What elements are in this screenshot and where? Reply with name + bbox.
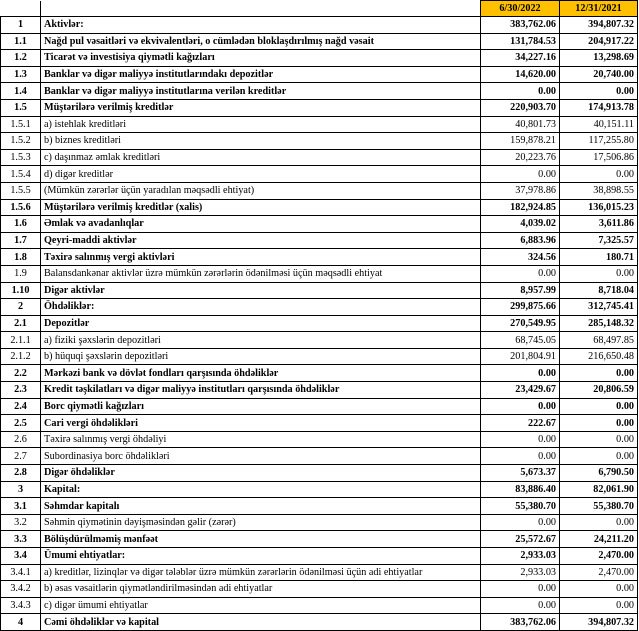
row-value-2022: 131,784.53 (481, 33, 560, 50)
table-row (1, 99, 638, 116)
row-value-2021: 3,611.86 (560, 216, 638, 233)
row-label: Cəmi öhdəliklər və kapital (41, 614, 481, 631)
row-value-2022: 0.00 (481, 166, 560, 183)
row-value-2021: 0.00 (560, 448, 638, 465)
row-value-2021: 0.00 (560, 431, 638, 448)
table-row (1, 50, 638, 67)
row-label: Cari vergi öhdəlikləri (41, 415, 481, 432)
row-label: Aktivlər: (41, 17, 481, 34)
row-code: 2.8 (1, 465, 41, 482)
row-value-2022: 34,227.16 (481, 50, 560, 67)
table-row (1, 348, 638, 365)
row-label: Müştərilərə verilmiş kreditlər (xalis) (41, 199, 481, 216)
row-label: Təxirə salınmış vergi öhdəliyi (41, 431, 481, 448)
table-row (1, 415, 638, 432)
row-label: d) digər kreditlər (41, 166, 481, 183)
row-label: a) kreditlər, lizinqlər və digər tələblər üzrə mümkün zərərlərin ödənilməsi üçün adi ehtiyatlar (41, 564, 481, 581)
row-value-2021: 20,806.59 (560, 382, 638, 399)
row-label: Səhmdar kapitalı (41, 498, 481, 515)
row-value-2021: 0.00 (560, 365, 638, 382)
row-label: a) istehlak kreditləri (41, 116, 481, 133)
row-value-2022: 25,572.67 (481, 531, 560, 548)
row-code: 1.10 (1, 282, 41, 299)
row-label: Səhmin qiymətinin dəyişməsindən gəlir (zərər) (41, 514, 481, 531)
row-value-2022: 5,673.37 (481, 465, 560, 482)
row-code: 1.5.3 (1, 149, 41, 166)
row-code: 3.3 (1, 531, 41, 548)
row-value-2021: 174,913.78 (560, 99, 638, 116)
row-code: 2.2 (1, 365, 41, 382)
row-value-2022: 383,762.06 (481, 614, 560, 631)
row-label: c) daşınmaz əmlak kreditləri (41, 149, 481, 166)
row-value-2021: 0.00 (560, 514, 638, 531)
row-value-2021: 394,807.32 (560, 17, 638, 34)
table-row (1, 514, 638, 531)
row-label: Banklar və digər maliyyə institutlarındakı depozitlər (41, 66, 481, 83)
row-label: Bölüşdürülməmiş mənfəət (41, 531, 481, 548)
row-label: (Mümkün zərərlər üçün yaradılan məqsədli ehtiyat) (41, 182, 481, 199)
row-value-2022: 383,762.06 (481, 17, 560, 34)
row-value-2022: 0.00 (481, 514, 560, 531)
row-value-2022: 0.00 (481, 431, 560, 448)
row-value-2021: 13,298.69 (560, 50, 638, 67)
row-label: Qeyri-maddi aktivlər (41, 232, 481, 249)
row-value-2022: 20,223.76 (481, 149, 560, 166)
row-value-2022: 2,933.03 (481, 564, 560, 581)
row-code: 2.1.1 (1, 332, 41, 349)
row-label: b) biznes kreditləri (41, 133, 481, 150)
row-value-2021: 0.00 (560, 398, 638, 415)
row-value-2022: 324.56 (481, 249, 560, 266)
row-value-2021: 2,470.00 (560, 548, 638, 565)
row-label: Təxirə salınmış vergi aktivləri (41, 249, 481, 266)
row-value-2021: 8,718.04 (560, 282, 638, 299)
row-value-2021: 216,650.48 (560, 348, 638, 365)
row-value-2021: 20,740.00 (560, 66, 638, 83)
row-code: 3.4 (1, 548, 41, 565)
row-value-2022: 182,924.85 (481, 199, 560, 216)
table-row (1, 332, 638, 349)
row-label: Ticarət və investisiya qiymətli kağızları (41, 50, 481, 67)
row-code: 3.4.1 (1, 564, 41, 581)
row-value-2021: 117,255.80 (560, 133, 638, 150)
row-code: 1.5.6 (1, 199, 41, 216)
row-value-2021: 0.00 (560, 265, 638, 282)
header-blank-code (1, 1, 41, 17)
row-code: 1.6 (1, 216, 41, 233)
row-code: 2.6 (1, 431, 41, 448)
row-code: 1.2 (1, 50, 41, 67)
table-row (1, 382, 638, 399)
row-label: Əmlak və avadanlıqlar (41, 216, 481, 233)
row-value-2022: 14,620.00 (481, 66, 560, 83)
table-row (1, 83, 638, 100)
row-value-2021: 0.00 (560, 415, 638, 432)
row-code: 1.4 (1, 83, 41, 100)
row-label: Mərkəzi bank və dövlət fondları qarşısında öhdəliklər (41, 365, 481, 382)
row-label: Digər aktivlər (41, 282, 481, 299)
row-label: Subordinasiya borc öhdəlikləri (41, 448, 481, 465)
table-row (1, 133, 638, 150)
header-row (1, 1, 638, 17)
row-label: Depozitlər (41, 315, 481, 332)
table-row (1, 548, 638, 565)
table-row (1, 265, 638, 282)
row-label: b) hüquqi şəxslərin depozitləri (41, 348, 481, 365)
row-value-2022: 220,903.70 (481, 99, 560, 116)
row-code: 1.5.2 (1, 133, 41, 150)
row-label: Kredit təşkilatları və digər maliyyə institutları qarşısında öhdəliklər (41, 382, 481, 399)
row-value-2022: 68,745.05 (481, 332, 560, 349)
table-row (1, 564, 638, 581)
header-blank-label (41, 1, 481, 17)
row-value-2022: 6,883.96 (481, 232, 560, 249)
table-row (1, 365, 638, 382)
row-label: c) digər ümumi ehtiyatlar (41, 597, 481, 614)
row-value-2021: 38,898.55 (560, 182, 638, 199)
row-code: 3 (1, 481, 41, 498)
row-label: b) əsas vəsaitlərin qiymətləndirilməsindən adi ehtiyatlar (41, 581, 481, 598)
row-label: Digər öhdəliklər (41, 465, 481, 482)
table-row (1, 199, 638, 216)
row-code: 3.1 (1, 498, 41, 515)
table-row (1, 299, 638, 316)
row-value-2021: 7,325.57 (560, 232, 638, 249)
row-code: 1.9 (1, 265, 41, 282)
table-row (1, 398, 638, 415)
row-value-2022: 0.00 (481, 448, 560, 465)
row-value-2022: 0.00 (481, 581, 560, 598)
row-value-2022: 83,886.40 (481, 481, 560, 498)
table-row (1, 614, 638, 631)
row-value-2021: 285,148.32 (560, 315, 638, 332)
row-code: 2.4 (1, 398, 41, 415)
row-value-2022: 4,039.02 (481, 216, 560, 233)
row-value-2022: 201,804.91 (481, 348, 560, 365)
table-row (1, 33, 638, 50)
row-value-2022: 23,429.67 (481, 382, 560, 399)
row-code: 3.4.3 (1, 597, 41, 614)
table-row (1, 66, 638, 83)
row-value-2021: 0.00 (560, 83, 638, 100)
row-code: 3.4.2 (1, 581, 41, 598)
row-value-2021: 0.00 (560, 581, 638, 598)
row-code: 1.5 (1, 99, 41, 116)
table-row (1, 17, 638, 34)
row-value-2021: 6,790.50 (560, 465, 638, 482)
row-value-2022: 37,978.86 (481, 182, 560, 199)
row-code: 1.5.4 (1, 166, 41, 183)
table-row (1, 282, 638, 299)
row-value-2022: 0.00 (481, 398, 560, 415)
row-code: 2.5 (1, 415, 41, 432)
row-code: 1.5.1 (1, 116, 41, 133)
header-date-2022: 6/30/2022 (481, 1, 560, 17)
row-label: Müştərilərə verilmiş kreditlər (41, 99, 481, 116)
row-value-2022: 299,875.66 (481, 299, 560, 316)
row-code: 2.1.2 (1, 348, 41, 365)
row-value-2022: 222.67 (481, 415, 560, 432)
table-row (1, 465, 638, 482)
table-row (1, 232, 638, 249)
row-value-2022: 0.00 (481, 83, 560, 100)
table-row (1, 481, 638, 498)
row-value-2021: 394,807.32 (560, 614, 638, 631)
row-code: 3.2 (1, 514, 41, 531)
row-label: Nağd pul vəsaitləri və ekvivalentləri, o cümlədən bloklaşdırılmış nağd vəsait (41, 33, 481, 50)
table-row (1, 431, 638, 448)
table-row (1, 498, 638, 515)
row-label: Kapital: (41, 481, 481, 498)
row-code: 1 (1, 17, 41, 34)
row-value-2021: 82,061.90 (560, 481, 638, 498)
table-row (1, 166, 638, 183)
row-value-2021: 0.00 (560, 597, 638, 614)
row-label: Balansdankənar aktivlər üzrə mümkün zərərlərin ödənilməsi üçün məqsədli ehtiyat (41, 265, 481, 282)
row-label: Öhdəliklər: (41, 299, 481, 316)
table-row (1, 149, 638, 166)
row-code: 2.1 (1, 315, 41, 332)
row-code: 1.5.5 (1, 182, 41, 199)
row-value-2021: 136,015.23 (560, 199, 638, 216)
row-value-2022: 0.00 (481, 365, 560, 382)
row-value-2022: 2,933.03 (481, 548, 560, 565)
table-row (1, 531, 638, 548)
row-value-2021: 68,497.85 (560, 332, 638, 349)
row-code: 1.7 (1, 232, 41, 249)
table-row (1, 182, 638, 199)
row-value-2021: 180.71 (560, 249, 638, 266)
header-date-2021: 12/31/2021 (560, 1, 638, 17)
row-label: Borc qiymətli kağızları (41, 398, 481, 415)
row-value-2022: 159,878.21 (481, 133, 560, 150)
table-row (1, 116, 638, 133)
row-value-2022: 0.00 (481, 265, 560, 282)
row-value-2022: 0.00 (481, 597, 560, 614)
row-code: 2.3 (1, 382, 41, 399)
row-code: 2.7 (1, 448, 41, 465)
table-row (1, 216, 638, 233)
table-row (1, 448, 638, 465)
row-code: 2 (1, 299, 41, 316)
row-label: a) fiziki şəxslərin depozitləri (41, 332, 481, 349)
row-value-2021: 17,506.86 (560, 149, 638, 166)
row-value-2021: 0.00 (560, 166, 638, 183)
row-value-2022: 8,957.99 (481, 282, 560, 299)
row-value-2022: 270,549.95 (481, 315, 560, 332)
row-value-2022: 55,380.70 (481, 498, 560, 515)
row-code: 1.1 (1, 33, 41, 50)
row-value-2021: 2,470.00 (560, 564, 638, 581)
row-value-2021: 55,380.70 (560, 498, 638, 515)
row-value-2021: 24,211.20 (560, 531, 638, 548)
row-label: Banklar və digər maliyyə institutlarına verilən kreditlər (41, 83, 481, 100)
row-code: 1.3 (1, 66, 41, 83)
table-row (1, 597, 638, 614)
row-value-2021: 204,917.22 (560, 33, 638, 50)
table-row (1, 315, 638, 332)
row-value-2021: 312,745.41 (560, 299, 638, 316)
row-code: 4 (1, 614, 41, 631)
row-value-2022: 40,801.73 (481, 116, 560, 133)
row-label: Ümumi ehtiyatlar: (41, 548, 481, 565)
row-value-2021: 40,151.11 (560, 116, 638, 133)
row-code: 1.8 (1, 249, 41, 266)
table-row (1, 581, 638, 598)
table-row (1, 249, 638, 266)
